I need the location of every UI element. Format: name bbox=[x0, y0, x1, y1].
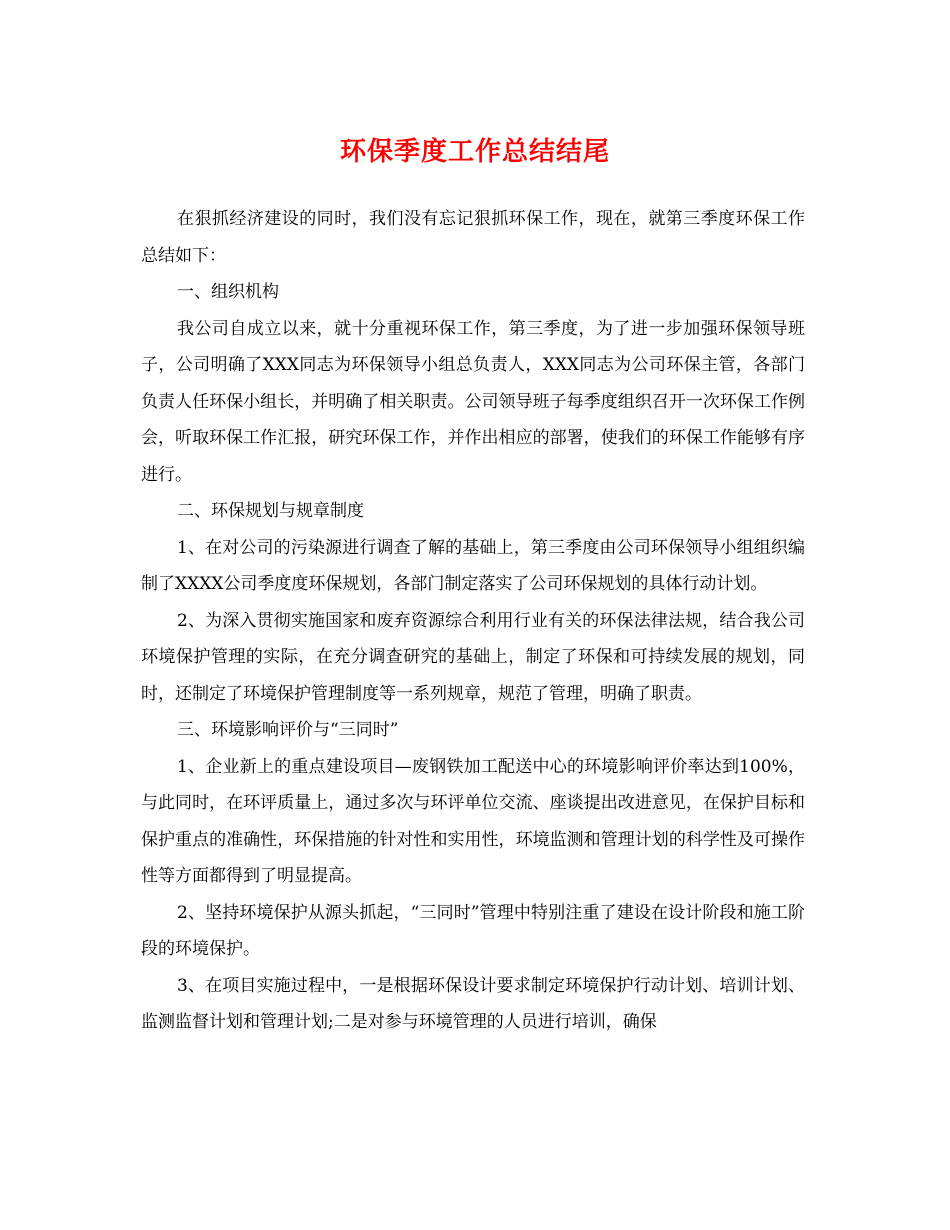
organization-paragraph: 我公司自成立以来，就十分重视环保工作，第三季度，为了进一步加强环保领导班子，公司明确了XXX同志为环保领导小组总负责人，XXX同志为公司环保主管，各部门负责人任环保小组长，并明确了相关职责。公司领导班子每季度组织召开一次环保工作例会，听取环保工作汇报，研究环保工作，并作出相应的部署，使我们的环保工作能够有序进行。 bbox=[141, 318, 805, 485]
section-heading-organization: 一、组织机构 bbox=[177, 282, 279, 302]
eia-item-1: 1、企业新上的重点建设项目—废钢铁加工配送中心的环境影响评价率达到100%，与此同时，在环评质量上，通过多次与环评单位交流、座谈提出改进意见，在保护目标和保护重点的准确性，环保措施的针对性和实用性，环境监测和管理计划的科学性及可操作性等方面都得到了明显提高。 bbox=[141, 756, 805, 886]
intro-paragraph: 在狠抓经济建设的同时，我们没有忘记狠抓环保工作，现在，就第三季度环保工作总结如下： bbox=[141, 209, 805, 266]
eia-item-2: 2、坚持环境保护从源头抓起，“三同时”管理中特别注重了建设在设计阶段和施工阶段的环境保护。 bbox=[141, 902, 805, 959]
document-body bbox=[141, 201, 805, 1041]
planning-item-1: 1、在对公司的污染源进行调查了解的基础上，第三季度由公司环保领导小组组织编制了XXXX公司季度度环保规划，各部门制定落实了公司环保规划的具体行动计划。 bbox=[141, 537, 805, 594]
section-heading-eia: 三、环境影响评价与“三同时” bbox=[177, 720, 399, 740]
section-heading-planning: 二、环保规划与规章制度 bbox=[177, 501, 364, 521]
eia-item-3: 3、在项目实施过程中，一是根据环保设计要求制定环境保护行动计划、培训计划、监测监督计划和管理计划;二是对参与环境管理的人员进行培训，确保 bbox=[141, 975, 805, 1032]
planning-item-2: 2、为深入贯彻实施国家和废弃资源综合利用行业有关的环保法律法规，结合我公司环境保护管理的实际，在充分调查研究的基础上，制定了环保和可持续发展的规划，同时，还制定了环境保护管理制度等一系列规章，规范了管理，明确了职责。 bbox=[141, 610, 805, 704]
document-title: 环保季度工作总结结尾 bbox=[339, 137, 610, 167]
